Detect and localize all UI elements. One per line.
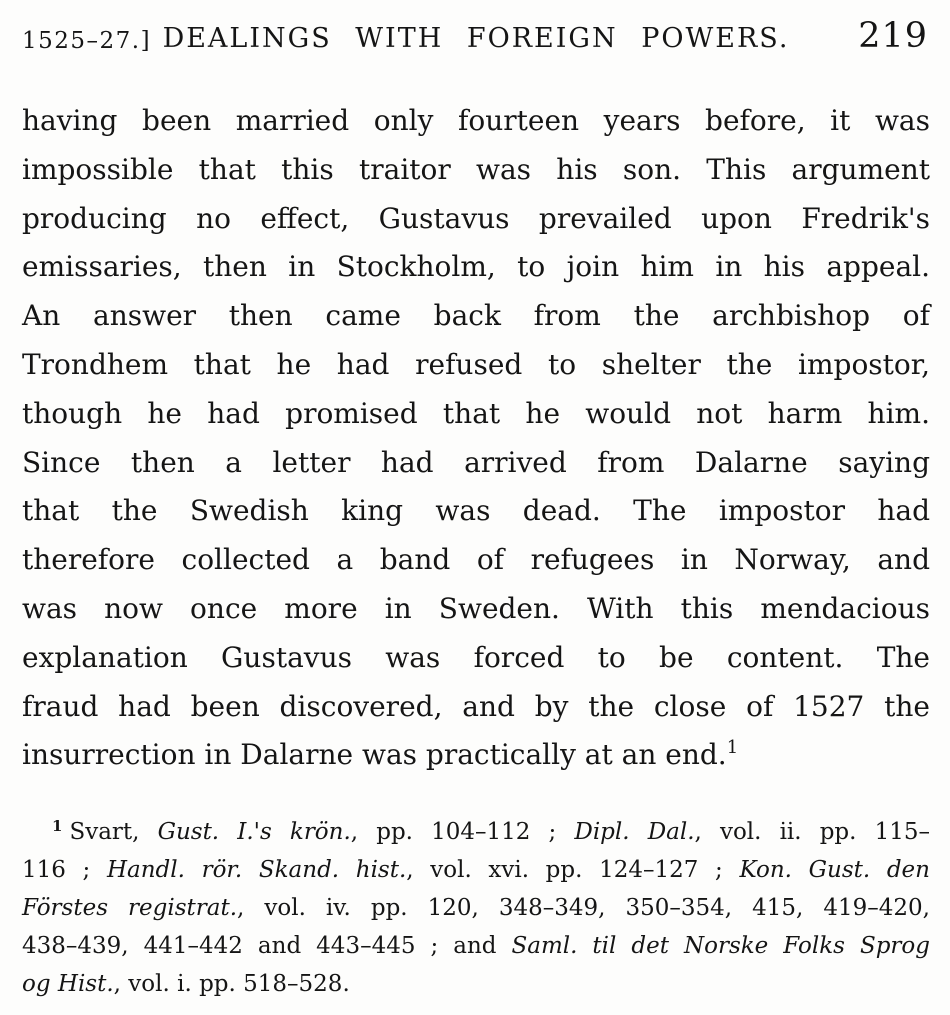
page-header — [22, 14, 930, 56]
text-line: though he had promised that he would not harm him. — [22, 396, 930, 430]
text-line: therefore collected a band of refugees in Norway, and — [22, 543, 930, 577]
text-line: Trondhem that he had refused to shelter the impostor, — [22, 347, 930, 381]
text-line: having been married only fourteen years before, it was — [22, 104, 930, 137]
text-line: impossible that this traitor was his son. This argument — [22, 152, 930, 186]
footnote-citation-italic: Saml. til det Norske Folks Sprog — [511, 933, 930, 960]
footnote-text: , pp. 104–112 ; — [350, 819, 575, 846]
footnote-citation-italic: Kon. Gust. den — [739, 857, 930, 884]
text-line: fraud had been discovered, and by the close of 1527 the — [22, 689, 930, 723]
footnote-line — [22, 813, 930, 851]
footnote-text: , vol. ii. pp. 115– — [694, 819, 930, 846]
text-line — [22, 731, 930, 780]
header-date-range: 1525–27.] — [22, 28, 152, 54]
footnote-line — [22, 927, 930, 965]
footnote-reference-marker: 1 — [726, 737, 739, 759]
running-title: DEALINGS WITH FOREIGN POWERS. — [162, 23, 790, 54]
text-line: An answer then came back from the archbishop of — [22, 299, 930, 333]
footnote-text: 116 ; — [22, 857, 107, 884]
footnote-text: , vol. xvi. pp. 124–127 ; — [406, 857, 740, 884]
page-number: 219 — [858, 16, 928, 56]
footnote-citation-italic: Dipl. Dal. — [574, 819, 695, 846]
text-line: producing no effect, Gustavus prevailed upon Fredrik's — [22, 201, 930, 235]
footnote — [22, 813, 930, 1003]
text-line: that the Swedish king was dead. The impostor had — [22, 494, 930, 528]
footnote-line — [22, 965, 930, 1003]
footnote-text: , vol. iv. pp. 120, 348–349, 350–354, 415, 419–420, — [237, 895, 930, 922]
footnote-citation-italic: og Hist. — [22, 971, 114, 998]
footnote-citation-italic: Handl. rör. Skand. hist. — [106, 857, 407, 884]
body-paragraph — [22, 97, 930, 780]
footnote-text: 438–439, 441–442 and 443–445 ; and — [22, 933, 512, 960]
footnote-line — [22, 889, 930, 927]
footnote-citation-italic: Förstes registrat. — [22, 895, 238, 922]
text-line: emissaries, then in Stockholm, to join him in his appeal. — [22, 250, 930, 284]
text-line: was now once more in Sweden. With this mendacious — [22, 591, 930, 625]
footnote-text: , vol. i. pp. 518–528. — [113, 971, 350, 998]
body-last-line-text: insurrection in Dalarne was practically at an end. — [22, 738, 727, 772]
footnote-marker: 1 — [52, 817, 63, 836]
text-line: Since then a letter had arrived from Dalarne saying — [22, 445, 930, 479]
footnote-text: Svart, — [69, 819, 158, 846]
footnote-citation-italic: Gust. I.'s krön. — [157, 819, 351, 846]
footnote-line — [22, 851, 930, 889]
text-line: explanation Gustavus was forced to be content. The — [22, 640, 930, 674]
